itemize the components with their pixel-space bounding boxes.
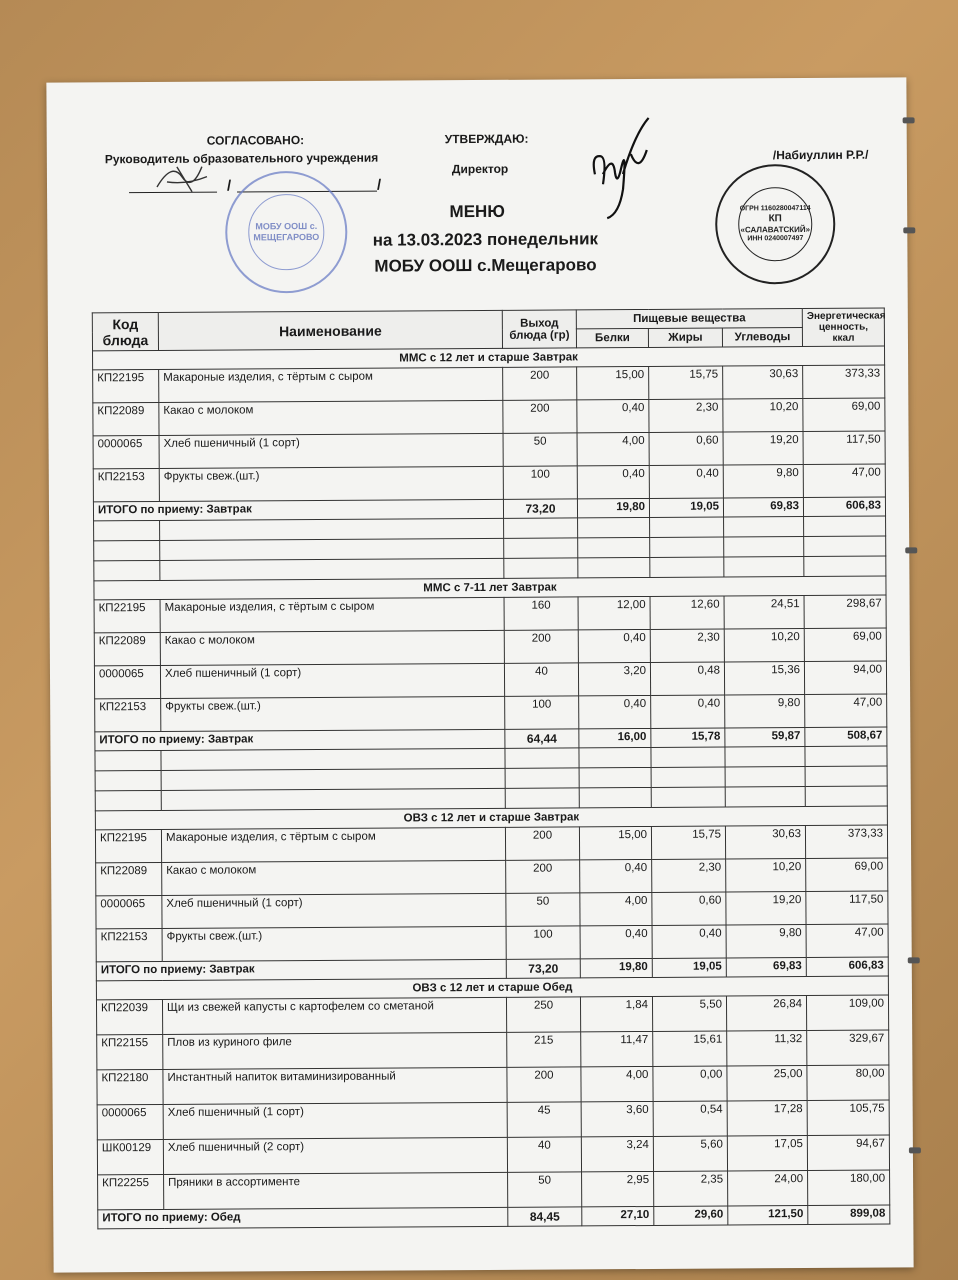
dish-carbs: 9,80: [725, 695, 805, 728]
empty-cell: [578, 557, 650, 577]
dish-yield: 200: [507, 1067, 581, 1102]
table-row: [94, 628, 886, 666]
menu-date: на 13.03.2023 понедельник: [372, 229, 599, 250]
total-carbs: 59,87: [725, 728, 805, 747]
dish-energy: 298,67: [804, 595, 886, 629]
dish-name: Фрукты свеж.(шт.): [159, 466, 503, 501]
dish-code: КП22180: [97, 1069, 163, 1104]
school-name: МОБУ ООШ с.Мещегарово: [374, 255, 597, 276]
dish-carbs: 24,00: [728, 1171, 808, 1206]
dish-code: КП22153: [96, 928, 162, 961]
dish-energy: 117,50: [806, 891, 888, 925]
dish-fats: 0,40: [651, 695, 725, 728]
empty-cell: [804, 536, 886, 557]
dish-yield: 160: [504, 597, 578, 630]
table-row: [97, 1100, 889, 1140]
dish-carbs: 17,05: [727, 1136, 807, 1171]
table-row: [97, 1135, 889, 1175]
total-proteins: 19,80: [577, 498, 649, 517]
dish-proteins: 11,47: [581, 1031, 653, 1066]
dish-name: Фрукты свеж.(шт.): [162, 926, 506, 961]
col-nutrients-header: Пищевые вещества: [576, 309, 802, 329]
total-fats: 19,05: [649, 498, 723, 517]
dish-yield: 50: [508, 1172, 582, 1207]
dish-carbs: 30,63: [725, 826, 805, 859]
dish-fats: 2,30: [652, 859, 726, 892]
dish-proteins: 3,20: [578, 662, 650, 695]
col-yield-header: Выход блюда (гр): [502, 310, 576, 348]
empty-cell: [805, 746, 887, 767]
dish-fats: 0,60: [649, 432, 723, 465]
menu-table-body: [93, 346, 890, 1229]
table-row: [95, 694, 887, 732]
dish-yield: 50: [503, 433, 577, 466]
stamp-ogrn: ОГРН 1160280047114: [739, 204, 811, 213]
dish-carbs: 9,80: [723, 465, 803, 498]
empty-cell: [505, 788, 579, 808]
empty-cell: [651, 747, 725, 767]
dish-code: ШК00129: [97, 1139, 163, 1174]
dish-yield: 40: [504, 663, 578, 696]
table-row: [96, 891, 888, 929]
dish-proteins: 0,40: [579, 695, 651, 728]
dish-name: Какао с молоком: [160, 630, 504, 665]
document-header: [46, 77, 907, 312]
director-label: Директор: [451, 161, 509, 177]
signature-left-icon: [152, 157, 212, 197]
dish-code: 0000065: [94, 665, 160, 698]
dish-fats: 0,60: [652, 892, 726, 925]
total-energy: 899,08: [808, 1205, 890, 1225]
total-carbs: 69,83: [726, 958, 806, 977]
dish-fats: 2,30: [650, 629, 724, 662]
table-row: [93, 464, 885, 502]
empty-cell: [95, 790, 161, 810]
empty-cell: [94, 560, 160, 580]
table-row: [94, 661, 886, 699]
dish-yield: 200: [505, 827, 579, 860]
dish-energy: 94,67: [807, 1135, 889, 1171]
dish-proteins: 12,00: [578, 596, 650, 629]
dish-energy: 105,75: [807, 1100, 889, 1136]
dish-fats: 0,40: [652, 925, 726, 958]
binder-tab-icon: [903, 117, 915, 123]
dish-code: КП22155: [97, 1034, 163, 1069]
col-carbs-header: Углеводы: [722, 328, 802, 347]
signature-slash-end: /: [376, 176, 382, 194]
dish-yield: 40: [507, 1137, 581, 1172]
dish-carbs: 10,20: [724, 629, 804, 662]
dish-name: Какао с молоком: [162, 860, 506, 895]
empty-cell: [724, 537, 804, 557]
empty-cell: [161, 768, 505, 790]
dish-fats: 0,40: [649, 465, 723, 498]
dish-carbs: 19,20: [723, 432, 803, 465]
empty-cell: [504, 558, 578, 578]
total-proteins: 27,10: [582, 1206, 654, 1225]
dish-code: КП22089: [93, 402, 159, 435]
dish-fats: 15,75: [649, 366, 723, 399]
dish-code: КП22089: [94, 632, 160, 665]
dish-yield: 200: [504, 630, 578, 663]
binder-tab-icon: [908, 957, 920, 963]
dish-code: 0000065: [96, 895, 162, 928]
dish-code: КП22153: [93, 468, 159, 501]
total-yield: 64,44: [505, 729, 579, 748]
empty-cell: [578, 517, 650, 537]
dish-code: КП22153: [95, 698, 161, 731]
dish-fats: 5,50: [652, 996, 726, 1031]
dish-proteins: 0,40: [580, 859, 652, 892]
total-yield: 73,20: [503, 499, 577, 518]
total-row: [98, 1205, 890, 1229]
approve-label: УТВЕРЖДАЮ:: [444, 131, 529, 147]
dish-carbs: 25,00: [727, 1066, 807, 1101]
dish-proteins: 15,00: [577, 366, 649, 399]
empty-cell: [504, 518, 578, 538]
dish-proteins: 4,00: [580, 892, 652, 925]
empty-cell: [579, 747, 651, 767]
table-row: [94, 595, 886, 633]
total-yield: 73,20: [506, 959, 580, 978]
dish-fats: 5,60: [653, 1136, 727, 1171]
empty-cell: [725, 787, 805, 807]
dish-energy: 69,00: [806, 858, 888, 892]
dish-proteins: 15,00: [579, 826, 651, 859]
dish-carbs: 24,51: [724, 596, 804, 629]
col-proteins-header: Белки: [576, 328, 648, 347]
dish-proteins: 0,40: [577, 465, 649, 498]
dish-energy: 329,67: [807, 1030, 889, 1066]
dish-proteins: 3,24: [581, 1136, 653, 1171]
dish-name: Хлеб пшеничный (1 сорт): [159, 433, 503, 468]
binder-tab-icon: [903, 227, 915, 233]
empty-cell: [161, 748, 505, 770]
dish-energy: 180,00: [808, 1170, 890, 1206]
empty-cell: [804, 556, 886, 577]
dish-code: 0000065: [93, 435, 159, 468]
dish-code: КП22195: [95, 829, 161, 862]
dish-yield: 200: [503, 367, 577, 400]
dish-energy: 47,00: [805, 694, 887, 728]
empty-cell: [724, 517, 804, 537]
dish-code: КП22255: [98, 1174, 164, 1209]
empty-cell: [94, 540, 160, 560]
dish-energy: 69,00: [804, 628, 886, 662]
dish-energy: 373,33: [805, 825, 887, 859]
dish-yield: 100: [503, 466, 577, 499]
total-fats: 15,78: [651, 728, 725, 747]
dish-energy: 69,00: [803, 398, 885, 432]
empty-cell: [95, 770, 161, 790]
dish-yield: 45: [507, 1102, 581, 1137]
stamp-inn: ИНН 0240007497: [747, 234, 804, 243]
total-proteins: 19,80: [580, 958, 652, 977]
dish-code: 0000065: [97, 1104, 163, 1139]
empty-cell: [805, 766, 887, 787]
empty-cell: [505, 748, 579, 768]
section-title: ОВЗ с 12 лет и старше Завтрак: [95, 806, 887, 830]
empty-cell: [650, 517, 724, 537]
table-row: [98, 1170, 890, 1210]
section-title: ОВЗ с 12 лет и старше Обед: [96, 976, 888, 1000]
dish-energy: 373,33: [803, 365, 885, 399]
total-energy: 606,83: [806, 957, 888, 977]
dish-fats: 2,35: [654, 1171, 728, 1206]
empty-cell: [579, 767, 651, 787]
col-fats-header: Жиры: [648, 328, 722, 347]
table-row: [97, 1065, 889, 1105]
signature-slash: /: [226, 177, 232, 195]
total-fats: 19,05: [652, 958, 726, 977]
dish-yield: 200: [503, 400, 577, 433]
empty-cell: [505, 768, 579, 788]
section-title: ММС с 12 лет и старше Завтрак: [93, 346, 885, 370]
total-energy: 606,83: [803, 497, 885, 517]
dish-fats: 2,30: [649, 399, 723, 432]
dish-name: Хлеб пшеничный (1 сорт): [160, 663, 504, 698]
empty-cell: [650, 537, 724, 557]
dish-energy: 117,50: [803, 431, 885, 465]
total-energy: 508,67: [805, 727, 887, 747]
menu-table: [92, 308, 891, 1230]
dish-code: КП22195: [93, 369, 159, 402]
empty-cell: [804, 516, 886, 537]
dish-yield: 100: [505, 696, 579, 729]
dish-carbs: 26,84: [726, 996, 806, 1031]
dish-proteins: 0,40: [580, 925, 652, 958]
empty-cell: [725, 747, 805, 767]
dish-fats: 0,00: [653, 1066, 727, 1101]
dish-code: КП22195: [94, 599, 160, 632]
dish-carbs: 30,63: [723, 366, 803, 399]
total-label: ИТОГО по приему: Завтрак: [95, 729, 505, 751]
dish-fats: 12,60: [650, 596, 724, 629]
table-row: [93, 431, 885, 469]
dish-name: Инстантный напиток витаминизированный: [163, 1067, 507, 1104]
empty-cell: [578, 537, 650, 557]
col-name-header: Наименование: [158, 310, 502, 350]
dish-energy: 109,00: [806, 995, 888, 1031]
empty-cell: [504, 538, 578, 558]
dish-code: КП22039: [96, 999, 162, 1034]
dish-yield: 50: [506, 893, 580, 926]
empty-cell: [161, 788, 505, 810]
agreed-role: Руководитель образовательного учреждения: [104, 150, 379, 167]
total-label: ИТОГО по приему: Завтрак: [96, 959, 506, 981]
school-stamp-text: МОБУ ООШ с. МЕЩЕГАРОВО: [248, 194, 324, 270]
dish-proteins: 4,00: [577, 432, 649, 465]
dish-name: Хлеб пшеничный (1 сорт): [163, 1102, 507, 1139]
dish-yield: 100: [506, 926, 580, 959]
dish-fats: 15,61: [653, 1031, 727, 1066]
dish-fats: 0,54: [653, 1101, 727, 1136]
dish-carbs: 10,20: [726, 859, 806, 892]
dish-name: Макароные изделия, с тёртым с сыром: [161, 827, 505, 862]
total-fats: 29,60: [654, 1206, 728, 1225]
dish-energy: 94,00: [804, 661, 886, 695]
table-row: [96, 858, 888, 896]
dish-proteins: 1,84: [580, 996, 652, 1031]
dish-carbs: 10,20: [723, 399, 803, 432]
dish-carbs: 17,28: [727, 1101, 807, 1136]
binder-tab-icon: [905, 547, 917, 553]
dish-energy: 80,00: [807, 1065, 889, 1101]
empty-cell: [805, 786, 887, 807]
table-row: [93, 398, 885, 436]
total-label: ИТОГО по приему: Завтрак: [93, 499, 503, 521]
table-row: [93, 365, 885, 403]
table-row: [97, 1030, 889, 1070]
table-row: [96, 995, 888, 1035]
section-title: ММС с 7-11 лет Завтрак: [94, 576, 886, 600]
menu-document: [46, 77, 913, 1272]
col-code-header: Код блюда: [92, 312, 158, 350]
dish-proteins: 0,40: [578, 629, 650, 662]
empty-cell: [725, 767, 805, 787]
table-row: [95, 825, 887, 863]
menu-title: МЕНЮ: [449, 201, 505, 222]
empty-cell: [160, 538, 504, 560]
dish-carbs: 15,36: [724, 662, 804, 695]
stamp-kp: КП: [768, 213, 782, 225]
dish-name: Макароные изделия, с тёртым с сыром: [159, 367, 503, 402]
total-carbs: 121,50: [728, 1206, 808, 1225]
dish-energy: 47,00: [806, 924, 888, 958]
empty-cell: [94, 520, 160, 540]
empty-cell: [650, 557, 724, 577]
binder-tab-icon: [909, 1147, 921, 1153]
dish-fats: 0,48: [650, 662, 724, 695]
total-carbs: 69,83: [723, 498, 803, 517]
dish-carbs: 9,80: [726, 925, 806, 958]
dish-name: Хлеб пшеничный (2 сорт): [163, 1137, 507, 1174]
dish-name: Макароные изделия, с тёртым с сыром: [160, 597, 504, 632]
empty-cell: [95, 750, 161, 770]
dish-code: КП22089: [96, 862, 162, 895]
dish-proteins: 0,40: [577, 399, 649, 432]
table-row: [96, 924, 888, 962]
dish-name: Пряники в ассортименте: [164, 1172, 508, 1209]
director-name: /Набиуллин Р.Р./: [772, 147, 869, 163]
empty-cell: [160, 558, 504, 580]
dish-carbs: 19,20: [726, 892, 806, 925]
col-energy-header: Энергетическая ценность, ккал: [802, 308, 884, 347]
dish-yield: 250: [506, 997, 580, 1032]
total-label: ИТОГО по приему: Обед: [98, 1207, 508, 1229]
dish-name: Фрукты свеж.(шт.): [161, 696, 505, 731]
empty-cell: [724, 557, 804, 577]
agreed-label: СОГЛАСОВАНО:: [206, 133, 305, 148]
dish-proteins: 3,60: [581, 1101, 653, 1136]
dish-proteins: 2,95: [582, 1171, 654, 1206]
empty-cell: [651, 787, 725, 807]
dish-energy: 47,00: [803, 464, 885, 498]
stamp-name: «САЛАВАТСКИЙ»: [740, 225, 811, 235]
total-yield: 84,45: [508, 1207, 582, 1226]
empty-cell: [160, 518, 504, 540]
total-proteins: 16,00: [579, 728, 651, 747]
dish-name: Какао с молоком: [159, 400, 503, 435]
dish-yield: 215: [507, 1032, 581, 1067]
dish-name: Хлеб пшеничный (1 сорт): [162, 893, 506, 928]
dish-name: Плов из куриного филе: [163, 1032, 507, 1069]
dish-name: Щи из свежей капусты с картофелем со сметаной: [162, 997, 506, 1034]
empty-cell: [651, 767, 725, 787]
dish-yield: 200: [506, 860, 580, 893]
dish-proteins: 4,00: [581, 1066, 653, 1101]
dish-carbs: 11,32: [727, 1031, 807, 1066]
dish-fats: 15,75: [651, 826, 725, 859]
empty-cell: [579, 787, 651, 807]
